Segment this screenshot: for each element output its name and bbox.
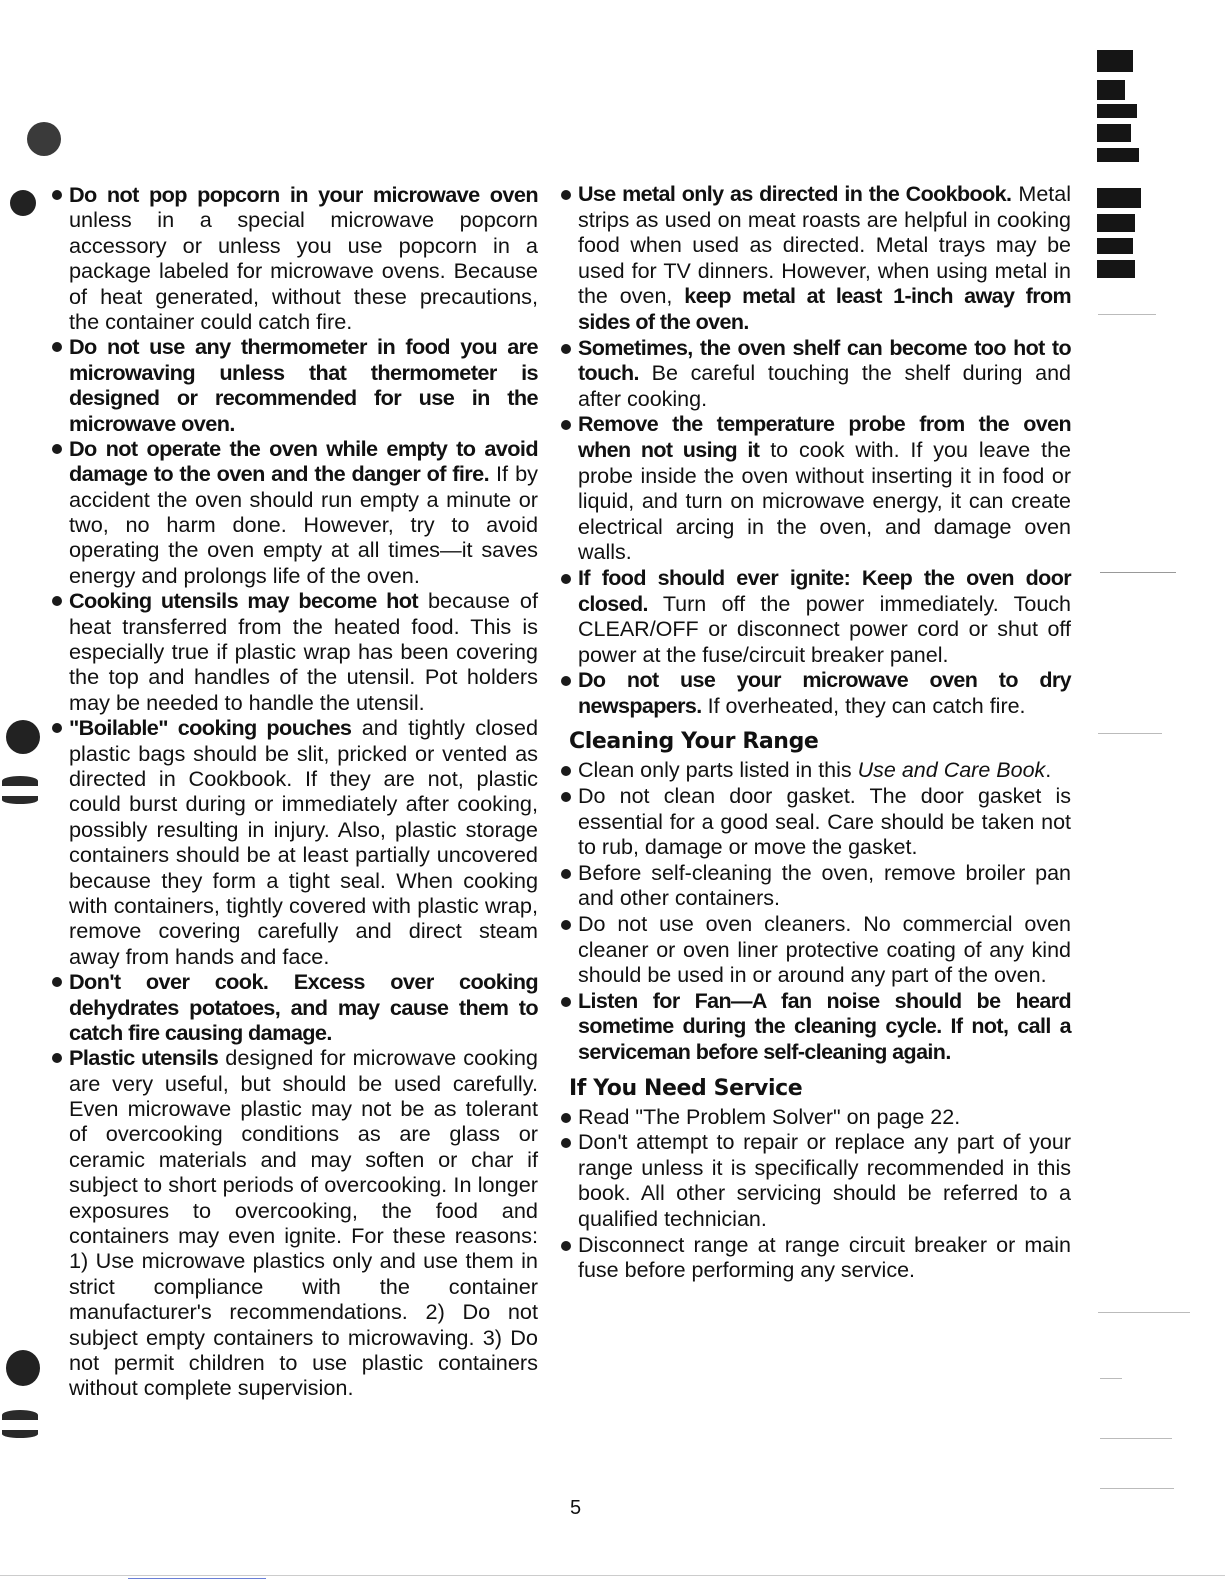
scan-line-7 [1100,1488,1174,1489]
item-text: designed for microwave cooking are very useful, but should be used carefully. Even microwave plastic may not be as tolerant of overcooking conditions as are glass or ceramic materials and may soften or char if subject to short periods of overcooking. In longer exposures to overcooking, the food and containers may even ignite. For these reasons: 1) Use microwave plastics only and use them in strict compliance with the container manufacturer's recommendations. 2) Do not subject empty containers to microwaving. 3) Do not permit children to use plastic containers without complete supervision. [69,1045,538,1401]
list-item [571,1233,1071,1284]
list-item [571,668,1071,719]
list-item [571,989,1071,1066]
index-tab-6 [1097,188,1141,208]
scan-line-bottom [0,1575,1225,1576]
right-column [571,182,1071,1284]
item-bold-2: keep metal at least 1-inch away from sides of the oven. [578,284,1072,334]
item-text: Do not use oven cleaners. No commercial oven cleaner or oven liner protective coating of any kind should be used in or around any part of the oven. [578,912,1071,988]
item-bold: Do not use your microwave oven to dry newspapers. [578,668,1071,718]
item-bold: Plastic utensils [69,1045,219,1071]
list-item [571,1130,1071,1232]
list-item [62,588,538,715]
edge-mark-1 [2,776,38,786]
index-tab-5 [1097,148,1139,162]
binder-hole-top [27,122,61,156]
scan-line-3 [1098,733,1162,734]
item-text-2: . [1045,758,1052,783]
item-text: because of heat transferred from the heated food. This is especially true if plastic wrap has been covering the top and handles of the utensil. Pot holders may be needed to handle the utensil. [69,588,538,715]
item-bold: Remove the temperature probe from the oven when not using it [578,412,1071,462]
index-tab-7 [1097,214,1135,232]
item-text: Disconnect range at range circuit breaker or main fuse before performing any service. [578,1232,1071,1283]
list-item [571,336,1071,413]
item-bold: Do not operate the oven while empty to avoid damage to the oven and the danger of fire. [69,435,538,487]
edge-mark-4 [2,1430,38,1438]
item-bold: Cooking utensils may become hot [69,588,418,614]
item-text: Clean only parts listed in this [578,758,858,783]
list-item [571,861,1071,912]
index-tab-8 [1097,238,1133,254]
scan-line-4 [1098,1312,1190,1313]
item-bold: "Boilable" cooking pouches [69,715,352,741]
list-item [62,182,538,334]
item-text: to cook with. If you leave the probe inside the oven without inserting it in food or liquid, and turn on microwave energy, it can create electrical arcing in the oven, and damage oven walls. [578,437,1071,565]
index-tab-1 [1097,50,1133,72]
list-item [62,969,538,1045]
list-item [571,784,1071,861]
list-item [571,1105,1071,1131]
binder-hole-mark-1 [10,190,36,216]
item-text: Turn off the power immediately. Touch CLEAR/OFF or disconnect power cord or shut off power at the fuse/circuit breaker panel. [578,591,1071,667]
list-item [571,182,1071,336]
binder-hole-middle [6,720,40,754]
list-item [571,566,1071,668]
item-text: Do not clean door gasket. The door gasket is essential for a good seal. Care should be taken not to rub, damage or move the gasket. [578,784,1071,860]
item-text: and tightly closed plastic bags should be slit, pricked or vented as directed in Cookbook. If they are not, plastic could burst during or immediately after cooking, possibly resulting in injury. Also, plastic storage containers should be at least partially uncovered because they form a tight seal. When cooking with containers, tightly covered with plastic wrap, remove covering carefully and direct steam away from hands and face. [69,715,539,969]
item-bold: Do not pop popcorn in your microwave oven [69,182,538,207]
scan-line-6 [1100,1438,1172,1439]
scan-line-1 [1098,314,1156,315]
scan-line-2 [1100,572,1176,573]
list-item [62,436,538,588]
item-bold: Do not use any thermometer in food you are microwaving unless that thermometer is designed or recommended for use in the microwave oven. [69,334,538,436]
section-heading-service: If You Need Service [569,1075,803,1101]
item-text: If by accident the oven should run empty a minute or two, no harm done. However, try to avoid operating the oven empty at all times—it saves energy and prolongs life of the oven. [69,461,538,588]
index-tab-4 [1097,124,1131,142]
binder-hole-bottom [6,1350,40,1386]
list-item [62,334,538,436]
item-italic: Use and Care Book [857,758,1046,783]
item-text: unless in a special microwave popcorn accessory or unless you use popcorn in a package labeled for microwave ovens. Because of heat generated, without these precautions, the container could catch fire. [69,207,538,334]
list-item [62,1045,538,1400]
list-item [571,412,1071,566]
edge-mark-2 [2,796,38,804]
item-text: Don't attempt to repair or replace any part of your range unless it is specifically recommended in this book. All other servicing should be referred to a qualified technician. [578,1130,1071,1231]
item-text: If overheated, they can catch fire. [701,693,1026,718]
item-bold: Use metal only as directed in the Cookbook. [578,182,1012,206]
edge-mark-3 [2,1410,38,1420]
item-bold: Don't over cook. Excess over cooking dehydrates potatoes, and may cause them to catch fire causing damage. [69,969,538,1045]
item-bold: If food should ever ignite: Keep the oven door closed. [578,565,1071,616]
item-text: Read "The Problem Solver" on page 22. [578,1104,961,1129]
page-number: 5 [570,1497,582,1519]
section-heading-cleaning: Cleaning Your Range [569,729,819,755]
item-bold: Listen for Fan—A fan noise should be heard sometime during the cleaning cycle. If not, call a serviceman before self-cleaning again. [578,988,1071,1064]
index-tab-2 [1097,80,1125,100]
index-tab-3 [1097,104,1137,118]
left-column [62,182,538,1401]
item-text: Metal strips as used on meat roasts are helpful in cooking food when used as directed. Metal trays may be used for TV dinners. However, when using metal in the oven, [578,182,1071,309]
list-item [571,758,1071,784]
item-bold: Sometimes, the oven shelf can become too hot to touch. [578,335,1071,386]
list-item [571,912,1071,989]
list-item [62,715,538,969]
item-text: Before self-cleaning the oven, remove broiler pan and other containers. [578,860,1071,911]
item-text: Be careful touching the shelf during and after cooking. [578,361,1071,411]
scan-line-5 [1100,1378,1122,1379]
scan-line-blue [128,1578,266,1579]
index-tab-9 [1097,260,1135,278]
